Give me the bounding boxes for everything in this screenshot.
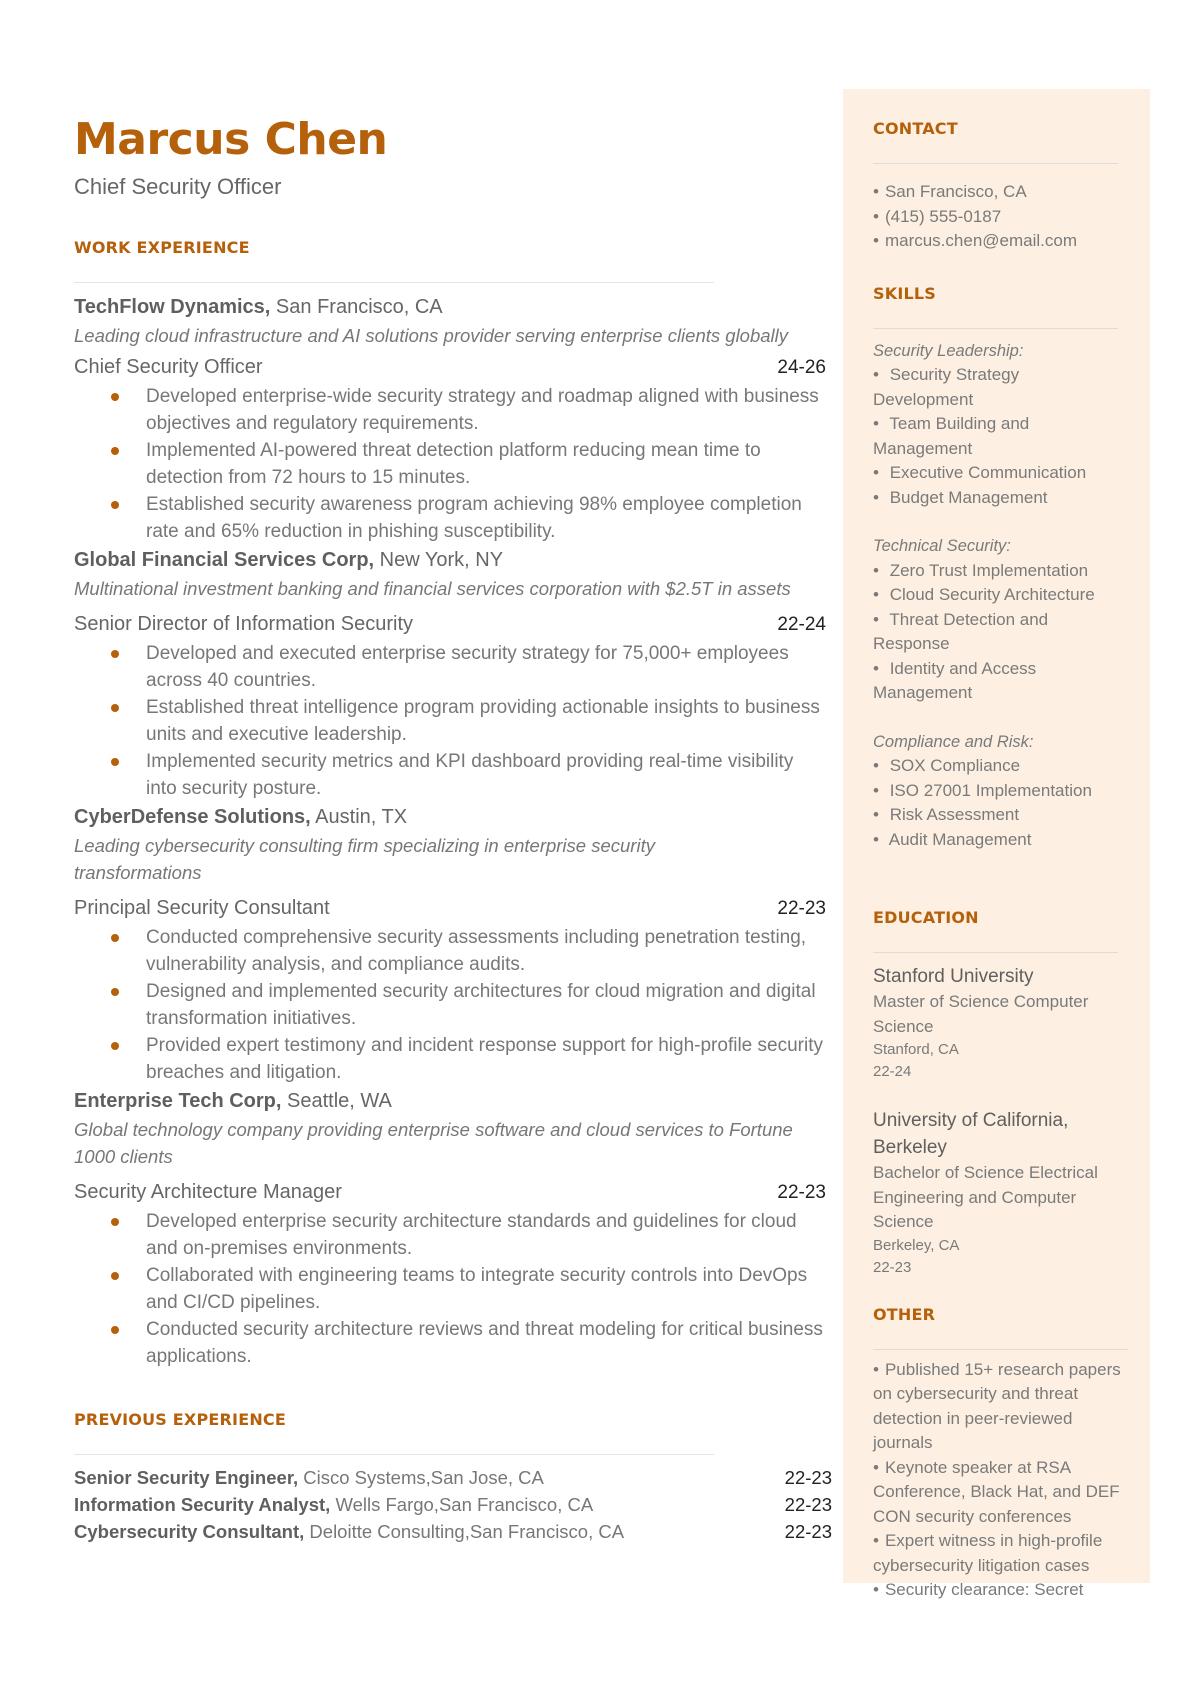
previous-org: Wells Fargo,San Francisco, CA xyxy=(335,1494,594,1515)
company-location: Austin, TX xyxy=(315,806,408,828)
company-description: Multinational investment banking and financial services corporation with $2.5T in assets xyxy=(74,578,791,599)
company-description: Leading cybersecurity consulting firm specializing in enterprise security transformations xyxy=(74,835,655,883)
bullet-icon: • xyxy=(873,414,879,433)
achievement-list xyxy=(74,383,826,545)
skill-item: • SOX Compliance xyxy=(873,756,1021,775)
section-divider xyxy=(873,328,1118,329)
contact-email: • marcus.chen@email.com xyxy=(873,231,1077,250)
skill-category: Compliance and Risk: xyxy=(873,732,1034,751)
contact-heading: CONTACT xyxy=(873,119,958,138)
achievement-item: Conducted comprehensive security assessments including penetration testing, vulnerability analysis, and compliance audits. xyxy=(146,924,826,978)
bullet-icon: • xyxy=(873,780,879,800)
contact-phone: • (415) 555-0187 xyxy=(873,206,1002,226)
education-school: Stanford University xyxy=(873,966,1034,987)
bullet-icon: • xyxy=(873,585,879,604)
company-line xyxy=(74,1087,826,1115)
bullet-icon: • xyxy=(873,658,879,678)
bullet-icon: • xyxy=(873,182,879,201)
skill-item: • Cloud Security Architecture xyxy=(873,585,1095,604)
other-list xyxy=(873,1358,1128,1603)
other-item: • Keynote speaker at RSA Conference, Black Hat, and DEF CON security conferences xyxy=(873,1457,1120,1526)
education-location: Berkeley, CA xyxy=(873,1236,960,1254)
section-divider xyxy=(873,1349,1128,1350)
company-description: Global technology company providing enterprise software and cloud services to Fortune 1000 clients xyxy=(74,1119,793,1167)
candidate-name: Marcus Chen xyxy=(74,114,388,165)
skill-item: • Budget Management xyxy=(873,487,1048,507)
education-school: University of California, Berkeley xyxy=(873,1110,1069,1158)
bullet-icon: • xyxy=(873,805,879,824)
previous-org: Deloitte Consulting,San Francisco, CA xyxy=(309,1521,625,1542)
education-degree: Bachelor of Science Electrical Engineering and Computer Science xyxy=(873,1163,1098,1231)
section-divider xyxy=(74,1454,714,1455)
candidate-title: Chief Security Officer xyxy=(74,174,282,199)
main-column xyxy=(74,112,832,1545)
skill-category: Security Leadership: xyxy=(873,341,1024,360)
section-divider xyxy=(74,282,714,283)
company-description: Leading cloud infrastructure and AI solutions provider serving enterprise clients globally xyxy=(74,325,789,346)
job-row xyxy=(74,610,826,639)
achievement-list xyxy=(74,924,826,1086)
other-item: • Expert witness in high-profile cybersecurity litigation cases xyxy=(873,1531,1103,1575)
work-entry xyxy=(74,1087,826,1370)
bullet-icon: • xyxy=(873,560,879,580)
skill-item: • Threat Detection and Response xyxy=(873,609,1049,653)
skill-item: • Audit Management xyxy=(873,829,1032,849)
sidebar xyxy=(843,89,1150,1599)
education-date: 22-24 xyxy=(873,1063,912,1080)
education-degree: Master of Science Computer Science xyxy=(873,992,1089,1036)
work-entry xyxy=(74,546,826,802)
education-date: 22-23 xyxy=(873,1258,912,1276)
company-location: Seattle, WA xyxy=(287,1090,392,1112)
bullet-icon: • xyxy=(873,756,879,775)
skill-item: • Executive Communication xyxy=(873,463,1087,482)
previous-role: Information Security Analyst, xyxy=(74,1494,331,1515)
bullet-icon: • xyxy=(873,231,879,250)
company-name: TechFlow Dynamics, xyxy=(74,296,271,318)
bullet-icon: • xyxy=(873,206,879,226)
job-role: Chief Security Officer xyxy=(74,356,263,378)
previous-experience-heading: PREVIOUS EXPERIENCE xyxy=(74,1410,286,1429)
skill-group xyxy=(873,339,1118,511)
achievement-item: Developed and executed enterprise security strategy for 75,000+ employees across 40 countries. xyxy=(146,640,826,694)
job-date: 22-23 xyxy=(777,1182,826,1203)
job-row xyxy=(74,353,826,382)
previous-role: Cybersecurity Consultant, xyxy=(74,1521,305,1542)
contact-list xyxy=(873,180,1118,254)
bullet-icon: • xyxy=(873,463,879,482)
other-item: • Published 15+ research papers on cybersecurity and threat detection in peer-reviewed journals xyxy=(873,1359,1121,1452)
section-divider xyxy=(873,163,1118,164)
achievement-item: Conducted security architecture reviews and threat modeling for critical business applications. xyxy=(146,1316,826,1370)
skill-group xyxy=(873,730,1118,853)
bullet-icon: • xyxy=(873,1457,879,1477)
skill-item: • Team Building and Management xyxy=(873,414,1030,458)
achievement-item: Established threat intelligence program providing actionable insights to business units and executive leadership. xyxy=(146,694,826,748)
section-divider xyxy=(873,952,1118,953)
previous-date: 22-23 xyxy=(784,1467,832,1488)
contact-location: • San Francisco, CA xyxy=(873,182,1027,201)
previous-experience-list xyxy=(74,1464,832,1545)
skill-item: • Risk Assessment xyxy=(873,805,1020,824)
achievement-list xyxy=(74,1208,826,1370)
education-entry xyxy=(873,963,1118,1083)
skill-item: • Zero Trust Implementation xyxy=(873,560,1089,580)
achievement-item: Developed enterprise-wide security strategy and roadmap aligned with business objectives and regulatory requirements. xyxy=(146,383,826,437)
bullet-icon: • xyxy=(873,609,879,629)
achievement-item: Implemented AI-powered threat detection platform reducing mean time to detection from 72 hours to 15 minutes. xyxy=(146,437,826,491)
bullet-icon: • xyxy=(873,1580,879,1599)
education-entry xyxy=(873,1107,1118,1279)
job-role: Security Architecture Manager xyxy=(74,1181,342,1203)
job-row xyxy=(74,894,826,923)
company-name: CyberDefense Solutions, xyxy=(74,806,311,828)
skill-group xyxy=(873,534,1118,706)
bullet-icon: • xyxy=(873,1531,879,1550)
achievement-item: Provided expert testimony and incident response support for high-profile security breaches and litigation. xyxy=(146,1032,826,1086)
skill-item: • Security Strategy Development xyxy=(873,365,1020,409)
previous-org: Cisco Systems,San Jose, CA xyxy=(303,1467,544,1488)
achievement-list xyxy=(74,640,826,802)
company-name: Global Financial Services Corp, xyxy=(74,549,375,571)
company-line xyxy=(74,803,826,831)
achievement-item: Designed and implemented security architectures for cloud migration and digital transformation initiatives. xyxy=(146,978,826,1032)
job-role: Senior Director of Information Security xyxy=(74,613,414,635)
previous-date: 22-23 xyxy=(784,1494,832,1515)
education-location: Stanford, CA xyxy=(873,1041,959,1058)
bullet-icon: • xyxy=(873,829,879,849)
work-entry xyxy=(74,293,826,545)
skill-category: Technical Security: xyxy=(873,537,1011,555)
job-role: Principal Security Consultant xyxy=(74,897,330,919)
company-line xyxy=(74,546,826,574)
job-row xyxy=(74,1178,826,1207)
other-heading: OTHER xyxy=(873,1304,936,1324)
other-item: • Security clearance: Secret xyxy=(873,1580,1084,1599)
job-date: 24-26 xyxy=(777,357,826,378)
skill-item: • ISO 27001 Implementation xyxy=(873,780,1092,800)
company-location: New York, NY xyxy=(379,549,504,571)
skills-heading: SKILLS xyxy=(873,283,936,303)
bullet-icon: • xyxy=(873,365,879,384)
bullet-icon: • xyxy=(873,1359,879,1379)
achievement-item: Established security awareness program achieving 98% employee completion rate and 65% reduction in phishing susceptibility. xyxy=(146,491,826,545)
achievement-item: Developed enterprise security architecture standards and guidelines for cloud and on-premises environments. xyxy=(146,1208,826,1262)
work-experience-heading: WORK EXPERIENCE xyxy=(74,238,250,257)
job-date: 22-23 xyxy=(777,898,826,919)
job-date: 22-24 xyxy=(777,614,826,635)
education-heading: EDUCATION xyxy=(873,908,979,927)
work-entry xyxy=(74,803,826,1086)
skill-item: • Identity and Access Management xyxy=(873,658,1037,702)
company-location: San Francisco, CA xyxy=(275,296,443,318)
company-name: Enterprise Tech Corp, xyxy=(74,1090,282,1112)
previous-experience-row xyxy=(74,1491,832,1518)
achievement-item: Implemented security metrics and KPI dashboard providing real-time visibility into security posture. xyxy=(146,748,826,802)
company-line xyxy=(74,293,826,321)
previous-experience-row xyxy=(74,1518,832,1545)
previous-date: 22-23 xyxy=(784,1521,832,1542)
achievement-item: Collaborated with engineering teams to integrate security controls into DevOps and CI/CD pipelines. xyxy=(146,1262,826,1316)
previous-role: Senior Security Engineer, xyxy=(74,1467,299,1488)
previous-experience-row xyxy=(74,1464,832,1491)
bullet-icon: • xyxy=(873,487,879,507)
